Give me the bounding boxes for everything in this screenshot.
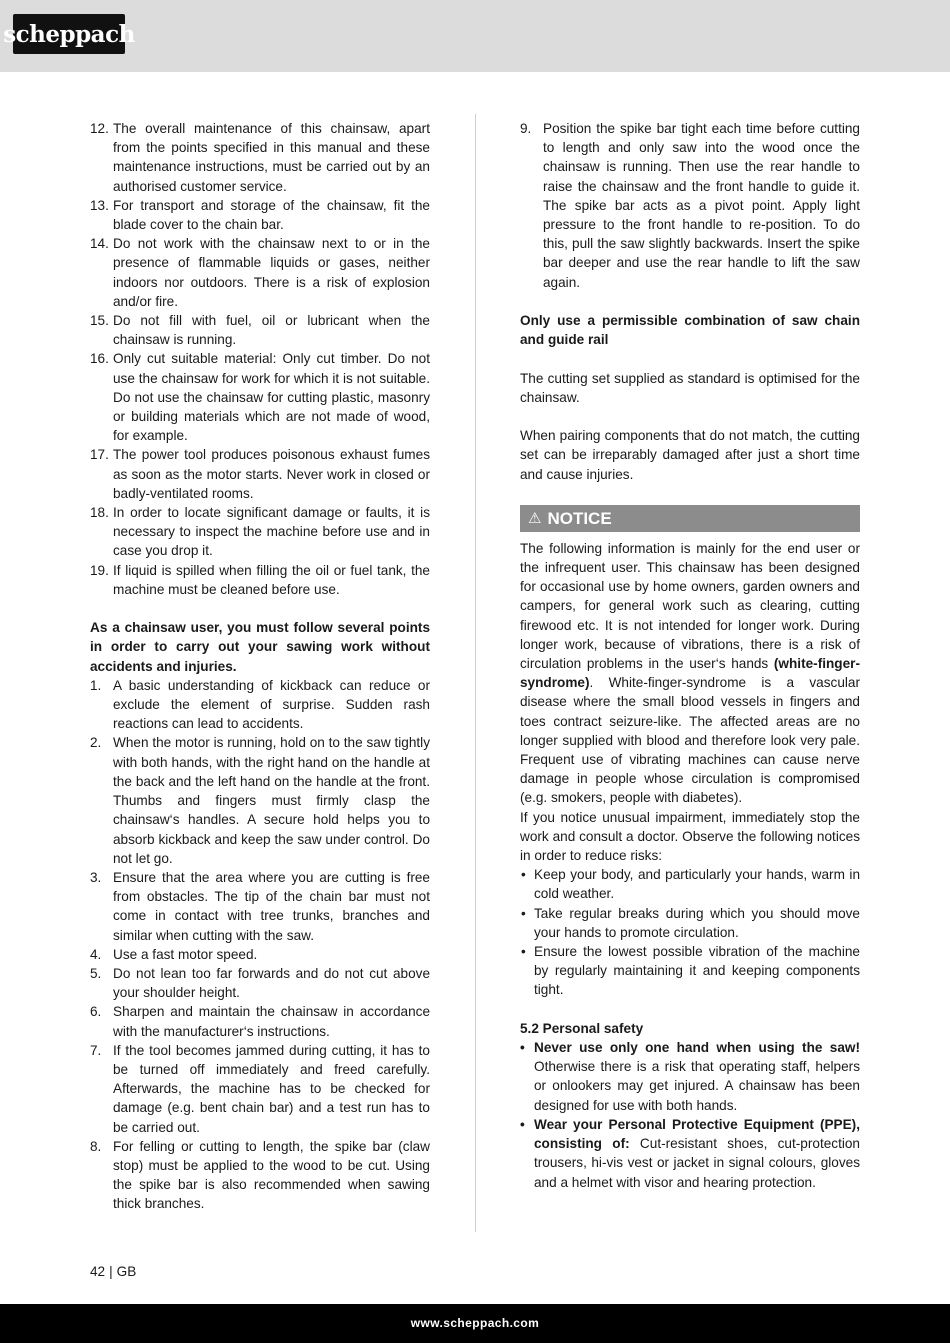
- header-band: [0, 0, 950, 72]
- notice-paragraph: If you notice unusual impairment, immediately stop the work and consult a doctor. Observe the following notices in order to reduce risks:: [520, 809, 860, 864]
- user-instructions-list: [90, 676, 430, 1214]
- list-item: 3. Ensure that the area where you are cutting is free from obstacles. The tip of the chain bar must not come in contact with tree trunks, branches and similar when cutting with the saw.: [90, 869, 430, 943]
- list-item: 16. Only cut suitable material: Only cut timber. Do not use the chainsaw for work for which it is not suitable. Do not use the chainsaw for cutting plastic, masonry or building materials which are not made of wood, for example.: [90, 351, 430, 444]
- notice-bar: [520, 505, 860, 532]
- list-item: 13. For transport and storage of the chainsaw, fit the blade cover to the chain bar.: [90, 197, 430, 233]
- personal-safety-list: [520, 1038, 860, 1192]
- list-item: 5. Do not lean too far forwards and do not cut above your shoulder height.: [90, 965, 430, 1001]
- column-divider: [475, 114, 476, 1232]
- footer-band: [0, 1304, 950, 1343]
- list-item: • Never use only one hand when using the saw! Otherwise there is a risk that operating staff, helpers or onlookers may get injured. A chainsaw has been designed for use with both hands.: [520, 1040, 860, 1113]
- list-item: • Keep your body, and particularly your hands, warm in cold weather.: [521, 867, 860, 902]
- notice-paragraph: The following information is mainly for the end user or the infrequent user. This chainsaw has been designed for occasional use by home owners, garden owners and campers, for general work such as clearing, cutting firewood etc. It is not intended for longer work. During longer work, because of vibrations, there is a risk of circulation problems in the user‘s hands (white-finger-syndrome). White-finger-syndrome is a vascular disease where the small blood vessels in fingers and toes contract seizure-like. The affected areas are no longer supplied with blood and therefore look very pale. Frequent use of vibrating machines can cause nerve damage in people whose circulation is compromised (e.g. smokers, people with diabetes).: [520, 540, 860, 806]
- warning-triangle-icon: ⚠: [528, 509, 542, 527]
- left-column: [90, 119, 430, 1214]
- combination-heading: Only use a permissible combination of saw chain and guide rail: [520, 313, 860, 348]
- list-item: 17. The power tool produces poisonous exhaust fumes as soon as the motor starts. Never work in closed or badly-ventilated rooms.: [90, 447, 430, 501]
- list-item: 6. Sharpen and maintain the chainsaw in accordance with the manufacturer‘s instructions.: [90, 1004, 430, 1039]
- list-item: 4. Use a fast motor speed.: [90, 946, 258, 962]
- page-number: 42 | GB: [90, 1264, 137, 1279]
- list-item: 14. Do not work with the chainsaw next to or in the presence of flammable liquids or gases, neither indoors nor outdoors. There is a risk of explosion and/or fire.: [90, 236, 430, 309]
- notice-title: NOTICE: [547, 508, 612, 528]
- combination-paragraph: When pairing components that do not match, the cutting set can be irreparably damaged after just a short time and cause injuries.: [520, 428, 860, 482]
- list-item: 2. When the motor is running, hold on to the saw tightly with both hands, with the right hand on the handle at the back and the left hand on the handle at the front. Thumbs and fingers must firmly clasp the chainsaw‘s handles. A secure hold helps you to absorb kickback and keep the saw under control. Do not let go.: [90, 735, 430, 866]
- list-item: • Take regular breaks during which you should move your hands to promote circulation.: [521, 905, 860, 940]
- spike-bar-list: [520, 119, 860, 292]
- section-heading: 5.2 Personal safety: [520, 1020, 644, 1036]
- list-item: 1. A basic understanding of kickback can reduce or exclude the element of surprise. Sudden rash reactions can lead to accidents.: [90, 677, 430, 732]
- notice-bullet-list: [520, 865, 860, 999]
- maintenance-list: [90, 119, 430, 599]
- list-item: • Ensure the lowest possible vibration of the machine by regularly maintaining it and keeping components tight.: [521, 944, 860, 998]
- list-item: • Wear your Personal Protective Equipment (PPE), consisting of: Cut-resistant shoes, cut-protection trousers, hi-vis vest or jacket in signal colours, gloves and a helmet with visor and hearing protection.: [520, 1116, 860, 1190]
- list-item: 8. For felling or cutting to length, the spike bar (claw stop) must be applied to the wood to be cut. Using the spike bar is also recommended when sawing thick branches.: [90, 1138, 430, 1212]
- right-column: [520, 119, 860, 1192]
- scheppach-logo: scheppach: [13, 14, 125, 54]
- list-item: 9. Position the spike bar tight each time before cutting to length and only saw into the wood once the chainsaw is running. Then use the rear handle to raise the chainsaw and the front handle to guide it. The spike bar acts as a pivot point. Apply light pressure to the front handle to re-position. To do this, pull the saw slightly backwards. Insert the spike bar deeper and use the rear handle to lift the saw again.: [520, 121, 860, 290]
- combination-paragraph: The cutting set supplied as standard is optimised for the chainsaw.: [520, 370, 860, 405]
- website-url: www.scheppach.com: [410, 1316, 540, 1330]
- list-item: 12. The overall maintenance of this chainsaw, apart from the points specified in this manual and these maintenance instructions, must be carried out by an authorised customer service.: [90, 121, 430, 194]
- list-item: 15. Do not fill with fuel, oil or lubricant when the chainsaw is running.: [90, 313, 430, 348]
- list-item: 19. If liquid is spilled when filling the oil or fuel tank, the machine must be cleaned before use.: [90, 562, 430, 597]
- list-item: 18. In order to locate significant damage or faults, it is necessary to inspect the machine before use and in case you drop it.: [90, 505, 430, 559]
- user-instructions-heading: As a chainsaw user, you must follow several points in order to carry out your sawing work without accidents and injuries.: [90, 620, 430, 674]
- list-item: 7. If the tool becomes jammed during cutting, it has to be turned off immediately and freed carefully. Afterwards, the machine has to be checked for damage (e.g. bent chain bar) and a test run has to be carried out.: [90, 1042, 430, 1135]
